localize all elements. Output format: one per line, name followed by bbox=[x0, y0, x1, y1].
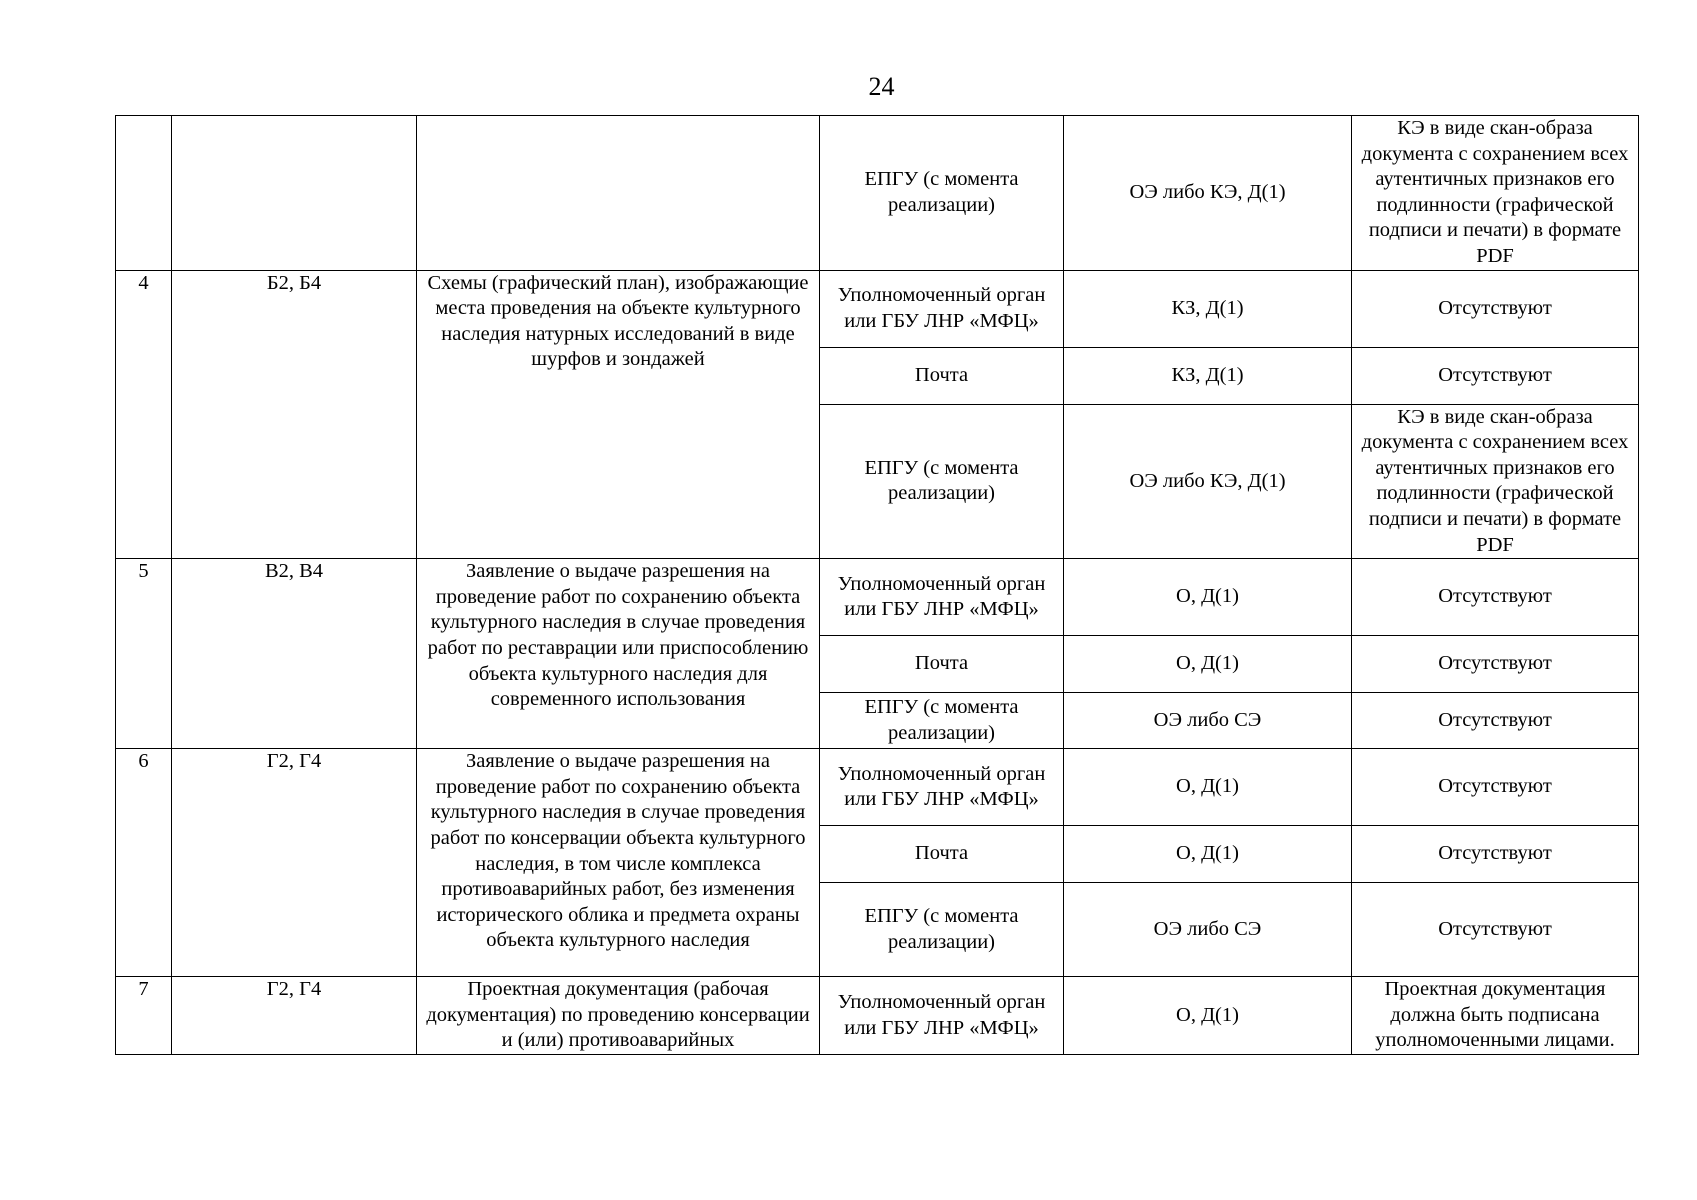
document-name-cell bbox=[417, 116, 820, 271]
channel-cell: ЕПГУ (с момента реализации) bbox=[820, 404, 1064, 559]
channel-cell: ЕПГУ (с момента реализации) bbox=[820, 693, 1064, 749]
row-number-cell: 7 bbox=[116, 977, 172, 1055]
document-name-cell: Схемы (графический план), изображающие места проведения на объекте культурного наследия натурных исследований в виде шурфов и зондажей bbox=[417, 270, 820, 559]
requirements-cell: Отсутствуют bbox=[1352, 559, 1639, 636]
form-cell: О, Д(1) bbox=[1064, 749, 1352, 826]
form-cell: ОЭ либо КЭ, Д(1) bbox=[1064, 116, 1352, 271]
code-cell: Г2, Г4 bbox=[172, 749, 417, 977]
table-row bbox=[116, 116, 1639, 271]
row-number-cell: 6 bbox=[116, 749, 172, 977]
requirements-cell: КЭ в виде скан-образа документа с сохранением всех аутентичных признаков его подлинности (графической подписи и печати) в формате PDF bbox=[1352, 404, 1639, 559]
channel-cell: Почта bbox=[820, 826, 1064, 883]
form-cell: О, Д(1) bbox=[1064, 826, 1352, 883]
channel-cell: Уполномоченный орган или ГБУ ЛНР «МФЦ» bbox=[820, 749, 1064, 826]
form-cell: КЗ, Д(1) bbox=[1064, 270, 1352, 347]
form-cell: О, Д(1) bbox=[1064, 636, 1352, 693]
channel-cell: Почта bbox=[820, 636, 1064, 693]
requirements-cell: Отсутствуют bbox=[1352, 636, 1639, 693]
requirements-cell: Отсутствуют bbox=[1352, 347, 1639, 404]
document-name-cell: Заявление о выдаче разрешения на проведение работ по сохранению объекта культурного наследия в случае проведения работ по реставрации или приспособлению объекта культурного наследия для современного использования bbox=[417, 559, 820, 749]
row-number-cell: 5 bbox=[116, 559, 172, 749]
requirements-cell: КЭ в виде скан-образа документа с сохранением всех аутентичных признаков его подлинности (графической подписи и печати) в формате PDF bbox=[1352, 116, 1639, 271]
form-cell: КЗ, Д(1) bbox=[1064, 347, 1352, 404]
table-row bbox=[116, 749, 1639, 826]
requirements-cell: Отсутствуют bbox=[1352, 270, 1639, 347]
document-table bbox=[115, 115, 1639, 1055]
code-cell bbox=[172, 116, 417, 271]
channel-cell: Уполномоченный орган или ГБУ ЛНР «МФЦ» bbox=[820, 559, 1064, 636]
page-number: 24 bbox=[868, 72, 895, 101]
requirements-cell: Проектная документация должна быть подписана уполномоченными лицами. bbox=[1352, 977, 1639, 1055]
channel-cell: Уполномоченный орган или ГБУ ЛНР «МФЦ» bbox=[820, 977, 1064, 1055]
form-cell: ОЭ либо СЭ bbox=[1064, 883, 1352, 977]
row-number-cell bbox=[116, 116, 172, 271]
channel-cell: ЕПГУ (с момента реализации) bbox=[820, 116, 1064, 271]
channel-cell: Уполномоченный орган или ГБУ ЛНР «МФЦ» bbox=[820, 270, 1064, 347]
code-cell: Б2, Б4 bbox=[172, 270, 417, 559]
form-cell: ОЭ либо СЭ bbox=[1064, 693, 1352, 749]
requirements-cell: Отсутствуют bbox=[1352, 826, 1639, 883]
table-row bbox=[116, 270, 1639, 347]
channel-cell: ЕПГУ (с момента реализации) bbox=[820, 883, 1064, 977]
code-cell: Г2, Г4 bbox=[172, 977, 417, 1055]
channel-cell: Почта bbox=[820, 347, 1064, 404]
form-cell: О, Д(1) bbox=[1064, 559, 1352, 636]
document-name-cell: Заявление о выдаче разрешения на проведение работ по сохранению объекта культурного наследия в случае проведения работ по консервации объекта культурного наследия, в том числе комплекса противоаварийных работ, без изменения исторического облика и предмета охраны объекта культурного наследия bbox=[417, 749, 820, 977]
requirements-cell: Отсутствуют bbox=[1352, 693, 1639, 749]
row-number-cell: 4 bbox=[116, 270, 172, 559]
table-row bbox=[116, 559, 1639, 636]
form-cell: О, Д(1) bbox=[1064, 977, 1352, 1055]
form-cell: ОЭ либо КЭ, Д(1) bbox=[1064, 404, 1352, 559]
table-row bbox=[116, 977, 1639, 1055]
requirements-cell: Отсутствуют bbox=[1352, 883, 1639, 977]
requirements-cell: Отсутствуют bbox=[1352, 749, 1639, 826]
document-name-cell: Проектная документация (рабочая документация) по проведению консервации и (или) противоаварийных bbox=[417, 977, 820, 1055]
code-cell: В2, В4 bbox=[172, 559, 417, 749]
